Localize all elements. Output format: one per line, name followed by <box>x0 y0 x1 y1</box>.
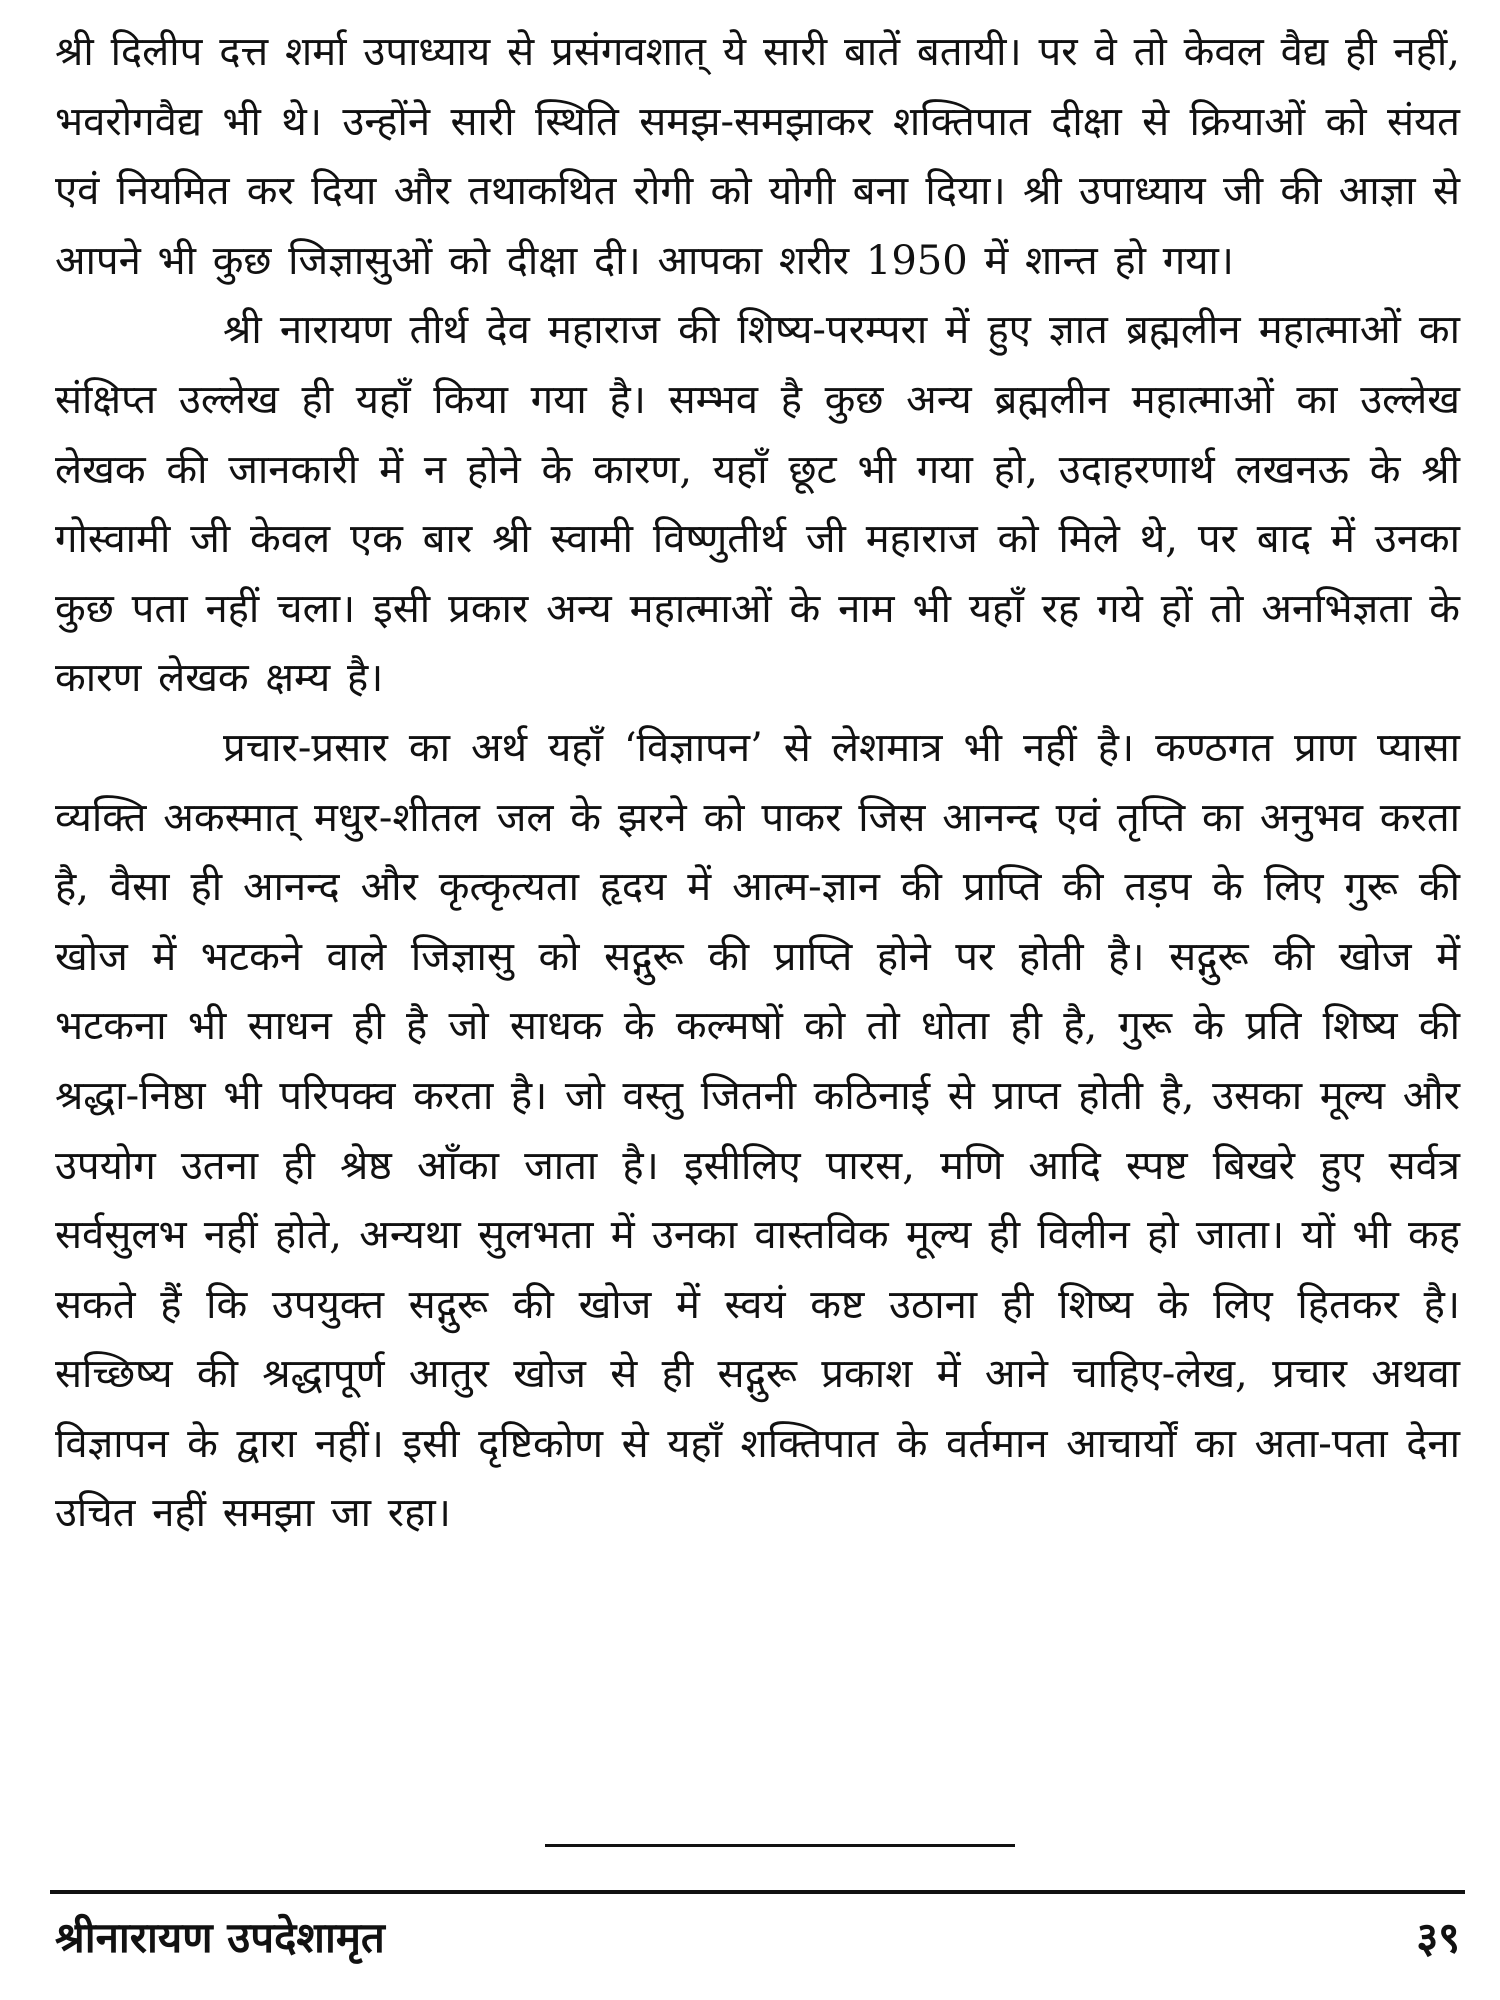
paragraph-1: श्री दिलीप दत्त शर्मा उपाध्याय से प्रसंगवशात् ये सारी बातें बतायी। पर वे तो केवल वैद्य ही नहीं, भवरोगवैद्य भी थे। उन्होंने सारी स्थिति समझ-समझाकर शक्तिपात दीक्षा से क्रियाओं को संयत एवं नियमित कर दिया और तथाकथित रोगी को योगी बना दिया। श्री उपाध्याय जी की आज्ञा से आपने भी कुछ जिज्ञासुओं को दीक्षा दी। आपका शरीर 1950 में शान्त हो गया। <box>55 29 1460 284</box>
section-end-rule <box>545 1844 1015 1847</box>
paragraph-2: श्री नारायण तीर्थ देव महाराज की शिष्य-परम्परा में हुए ज्ञात ब्रह्मलीन महात्माओं का संक्षिप्त उल्लेख ही यहाँ किया गया है। सम्भव है कुछ अन्य ब्रह्मलीन महात्माओं का उल्लेख लेखक की जानकारी में न होने के कारण, यहाँ छूट भी गया हो, उदाहरणार्थ लखनऊ के श्री गोस्वामी जी केवल एक बार श्री स्वामी विष्णुतीर्थ जी महाराज को मिले थे, पर बाद में उनका कुछ पता नहीं चला। इसी प्रकार अन्य महात्माओं के नाम भी यहाँ रह गये हों तो अनभिज्ञता के कारण लेखक क्षम्य है। <box>55 307 1460 702</box>
page-number: ३९ <box>1416 1913 1460 1962</box>
body-text <box>55 18 1460 1549</box>
footer-divider <box>50 1890 1465 1894</box>
paragraph-3: प्रचार-प्रसार का अर्थ यहाँ ‘विज्ञापन’ से लेशमात्र भी नहीं है। कण्ठगत प्राण प्यासा व्यक्ति अकस्मात् मधुर-शीतल जल के झरने को पाकर जिस आनन्द एवं तृप्ति का अनुभव करता है, वैसा ही आनन्द और कृत्कृत्यता हृदय में आत्म-ज्ञान की प्राप्ति की तड़प के लिए गुरू की खोज में भटकने वाले जिज्ञासु को सद्गुरू की प्राप्ति होने पर होती है। सद्गुरू की खोज में भटकना भी साधन ही है जो साधक के कल्मषों को तो धोता ही है, गुरू के प्रति शिष्य की श्रद्धा-निष्ठा भी परिपक्व करता है। जो वस्तु जितनी कठिनाई से प्राप्त होती है, उसका मूल्य और उपयोग उतना ही श्रेष्ठ आँका जाता है। इसीलिए पारस, मणि आदि स्पष्ट बिखरे हुए सर्वत्र सर्वसुलभ नहीं होते, अन्यथा सुलभता में उनका वास्तविक मूल्य ही विलीन हो जाता। यों भी कह सकते हैं कि उपयुक्त सद्गुरू की खोज में स्वयं कष्ट उठाना ही शिष्य के लिए हितकर है। सच्छिष्य की श्रद्धापूर्ण आतुर खोज से ही सद्गुरू प्रकाश में आने चाहिए-लेख, प्रचार अथवा विज्ञापन के द्वारा नहीं। इसी दृष्टिकोण से यहाँ शक्तिपात के वर्तमान आचार्यों का अता-पता देना उचित नहीं समझा जा रहा। <box>55 724 1460 1537</box>
running-footer-title: श्रीनारायण उपदेशामृत <box>55 1913 385 1962</box>
